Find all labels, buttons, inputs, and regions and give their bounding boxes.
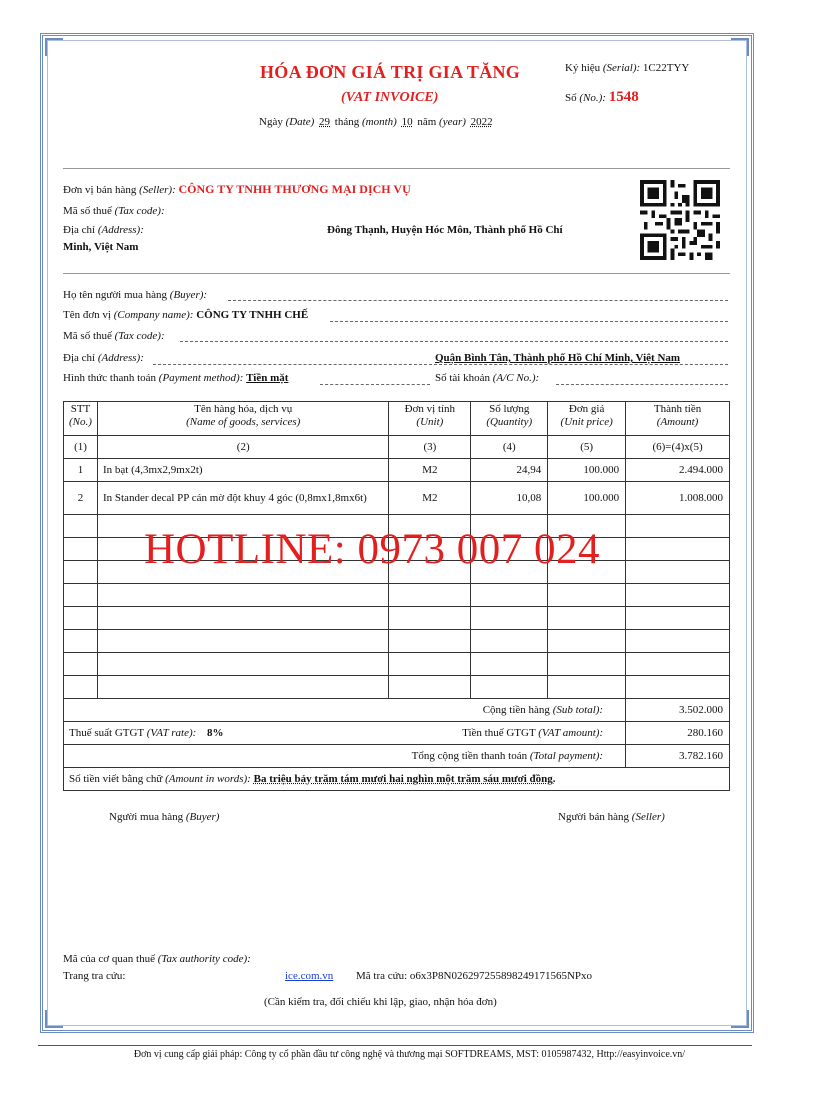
row-unit-price: 100.000 bbox=[548, 459, 626, 482]
vat-cell bbox=[64, 722, 626, 745]
seller-tax-label: Mã số thuế bbox=[63, 205, 112, 217]
seller-tax-en: (Tax code): bbox=[114, 205, 165, 217]
hotline-watermark: HOTLINE: 0973 007 024 bbox=[144, 526, 600, 573]
empty-row bbox=[64, 676, 730, 699]
row-quantity: 24,94 bbox=[471, 459, 548, 482]
col-header-no: STT (No.) bbox=[64, 402, 98, 436]
dotted-line bbox=[320, 384, 430, 385]
col-header-unit: Đơn vị tính (Unit) bbox=[389, 402, 471, 436]
vat-rate-label: Thuế suất GTGT bbox=[69, 727, 144, 739]
col-number: (3) bbox=[389, 436, 471, 459]
buyer-address-row bbox=[63, 352, 144, 364]
col-header-unit-price: Đơn giá (Unit price) bbox=[548, 402, 626, 436]
table-row bbox=[64, 459, 730, 482]
col-header-name: Tên hàng hóa, dịch vụ (Name of goods, services) bbox=[97, 402, 388, 436]
row-unit: M2 bbox=[389, 459, 471, 482]
dotted-line bbox=[556, 384, 728, 385]
buyer-name-en: (Buyer): bbox=[169, 289, 208, 301]
dotted-line bbox=[330, 321, 728, 322]
buyer-address-en: (Address): bbox=[97, 352, 144, 364]
col-header-quantity: Số lượng (Quantity) bbox=[471, 402, 548, 436]
amount-in-words: Số tiền viết bằng chữ (Amount in words): Ba triệu bảy trăm tám mươi hai nghìn một trăm sáu mươi đồng. bbox=[64, 768, 730, 791]
seller-address-en: (Address): bbox=[97, 224, 144, 236]
buyer-company-name: CÔNG TY TNHH CHẾ bbox=[196, 309, 309, 321]
dotted-line bbox=[228, 300, 728, 301]
account-label: Số tài khoản bbox=[435, 372, 490, 384]
buyer-payment-row bbox=[63, 372, 288, 384]
seller-address-label: Địa chỉ bbox=[63, 224, 96, 236]
buyer-address-label: Địa chỉ bbox=[63, 352, 96, 364]
buyer-name-label: Họ tên người mua hàng bbox=[63, 289, 168, 301]
seller-label: Đơn vị bán hàng bbox=[63, 184, 137, 196]
footer-provider-info: Đơn vị cung cấp giải pháp: Công ty cổ phần đầu tư công nghệ và thương mại SOFTDREAMS, MST: 0105987432, Http://easyinvoice.vn/ bbox=[133, 1049, 686, 1060]
payment-value: Tiền mặt bbox=[246, 372, 289, 384]
frame-corner-ornament bbox=[45, 38, 63, 56]
date-year-en: (year) bbox=[439, 116, 466, 128]
tax-authority-code: Mã của cơ quan thuế (Tax authority code): bbox=[63, 953, 251, 965]
divider bbox=[63, 273, 730, 274]
col-number: (2) bbox=[97, 436, 388, 459]
frame-corner-ornament bbox=[731, 38, 749, 56]
seller-name-row bbox=[63, 182, 411, 197]
invoice-subtitle: (VAT INVOICE) bbox=[341, 90, 439, 105]
vat-row bbox=[64, 722, 730, 745]
empty-row bbox=[64, 607, 730, 630]
row-unit: M2 bbox=[389, 482, 471, 515]
lookup-url-link[interactable]: ice.com.vn bbox=[285, 970, 334, 982]
seller-name: CÔNG TY TNHH THƯƠNG MẠI DỊCH VỤ bbox=[178, 182, 411, 196]
date-month-label: tháng bbox=[334, 116, 360, 128]
date-year-label: năm bbox=[417, 116, 437, 128]
number-value: 1548 bbox=[608, 89, 639, 105]
lookup-page-label: Trang tra cứu: bbox=[63, 970, 126, 982]
date-day-value: 29 bbox=[319, 116, 331, 128]
row-no: 2 bbox=[64, 482, 98, 515]
dotted-line bbox=[153, 364, 728, 365]
buyer-company-label: Tên đơn vị bbox=[63, 309, 111, 321]
col-number: (6)=(4)x(5) bbox=[626, 436, 730, 459]
footer-divider bbox=[38, 1045, 752, 1046]
buyer-tax-row bbox=[63, 330, 165, 342]
seller-signature-label: Người bán hàng (Seller) bbox=[558, 811, 665, 823]
amount-in-words-row bbox=[64, 768, 730, 791]
buyer-company-row bbox=[63, 309, 308, 321]
number-label: Số bbox=[565, 92, 577, 104]
buyer-address-value: Quận Bình Tân, Thành phố Hồ Chí Minh, Việt Nam bbox=[435, 352, 681, 364]
subtotal-row bbox=[64, 699, 730, 722]
payment-label: Hình thức thanh toán bbox=[63, 372, 157, 384]
serial-value: 1C22TYY bbox=[642, 62, 690, 74]
column-number-row bbox=[64, 436, 730, 459]
dotted-line bbox=[180, 341, 728, 342]
buyer-account-row bbox=[435, 372, 539, 384]
table-header-row bbox=[64, 402, 730, 436]
invoice-date bbox=[259, 116, 495, 128]
row-amount: 2.494.000 bbox=[626, 459, 730, 482]
buyer-signature-label: Người mua hàng (Buyer) bbox=[109, 811, 220, 823]
invoice-title: HÓA ĐƠN GIÁ TRỊ GIA TĂNG bbox=[260, 62, 521, 82]
col-number: (4) bbox=[471, 436, 548, 459]
total-value: 3.782.160 bbox=[626, 745, 730, 768]
verification-note: (Cần kiểm tra, đối chiếu khi lập, giao, nhận hóa đơn) bbox=[264, 996, 497, 1008]
vat-amount-value: 280.160 bbox=[626, 722, 730, 745]
seller-tax-row bbox=[63, 205, 165, 217]
subtotal-value: 3.502.000 bbox=[626, 699, 730, 722]
invoice-number bbox=[565, 89, 639, 106]
table-row bbox=[64, 482, 730, 515]
total-row bbox=[64, 745, 730, 768]
seller-address-line1: Đông Thạnh, Huyện Hóc Môn, Thành phố Hồ Chí bbox=[327, 224, 563, 236]
serial-en: (Serial): bbox=[602, 62, 641, 74]
vat-rate-value: 8% bbox=[207, 727, 224, 739]
row-amount: 1.008.000 bbox=[626, 482, 730, 515]
row-no: 1 bbox=[64, 459, 98, 482]
seller-label-en: (Seller): bbox=[139, 184, 176, 196]
col-number: (1) bbox=[64, 436, 98, 459]
seller-address-row bbox=[63, 224, 144, 236]
frame-corner-ornament bbox=[45, 1010, 63, 1028]
date-month-en: (month) bbox=[362, 116, 397, 128]
date-day-en: (Date) bbox=[285, 116, 315, 128]
empty-row bbox=[64, 584, 730, 607]
invoice-serial bbox=[565, 62, 689, 74]
vat-rate-en: (VAT rate): bbox=[146, 727, 197, 739]
col-number: (5) bbox=[548, 436, 626, 459]
frame-corner-ornament bbox=[731, 1010, 749, 1028]
vat-amount-label: Tiền thuế GTGT (VAT amount): bbox=[462, 727, 604, 739]
row-name: In Stander decal PP cán mờ đột khuy 4 góc (0,8mx1,8mx6t) bbox=[97, 482, 388, 515]
lookup-code: Mã tra cứu: o6x3P8N026297255898249171565NPxo bbox=[356, 970, 593, 982]
row-quantity: 10,08 bbox=[471, 482, 548, 515]
items-table bbox=[63, 401, 730, 791]
number-en: (No.): bbox=[579, 92, 606, 104]
account-en: (A/C No.): bbox=[492, 372, 540, 384]
date-day-label: Ngày bbox=[259, 116, 283, 128]
row-unit-price: 100.000 bbox=[548, 482, 626, 515]
row-name: In bạt (4,3mx2,9mx2t) bbox=[97, 459, 388, 482]
total-label: Tổng cộng tiền thanh toán (Total payment): bbox=[64, 745, 626, 768]
buyer-name-row bbox=[63, 289, 207, 301]
date-month-value: 10 bbox=[401, 116, 413, 128]
amount-in-words-value: Ba triệu bảy trăm tám mươi hai nghìn một trăm sáu mươi đồng. bbox=[253, 773, 556, 785]
seller-address-line2: Minh, Việt Nam bbox=[63, 241, 139, 253]
buyer-company-en: (Company name): bbox=[113, 309, 194, 321]
subtotal-label: Cộng tiền hàng (Sub total): bbox=[64, 699, 626, 722]
buyer-tax-en: (Tax code): bbox=[114, 330, 165, 342]
divider bbox=[63, 168, 730, 169]
buyer-tax-label: Mã số thuế bbox=[63, 330, 112, 342]
empty-row bbox=[64, 653, 730, 676]
empty-row bbox=[64, 630, 730, 653]
qr-code bbox=[638, 180, 722, 260]
date-year-value: 2022 bbox=[470, 116, 493, 128]
serial-label: Ký hiệu bbox=[565, 62, 601, 74]
col-header-amount: Thành tiền (Amount) bbox=[626, 402, 730, 436]
payment-en: (Payment method): bbox=[158, 372, 244, 384]
